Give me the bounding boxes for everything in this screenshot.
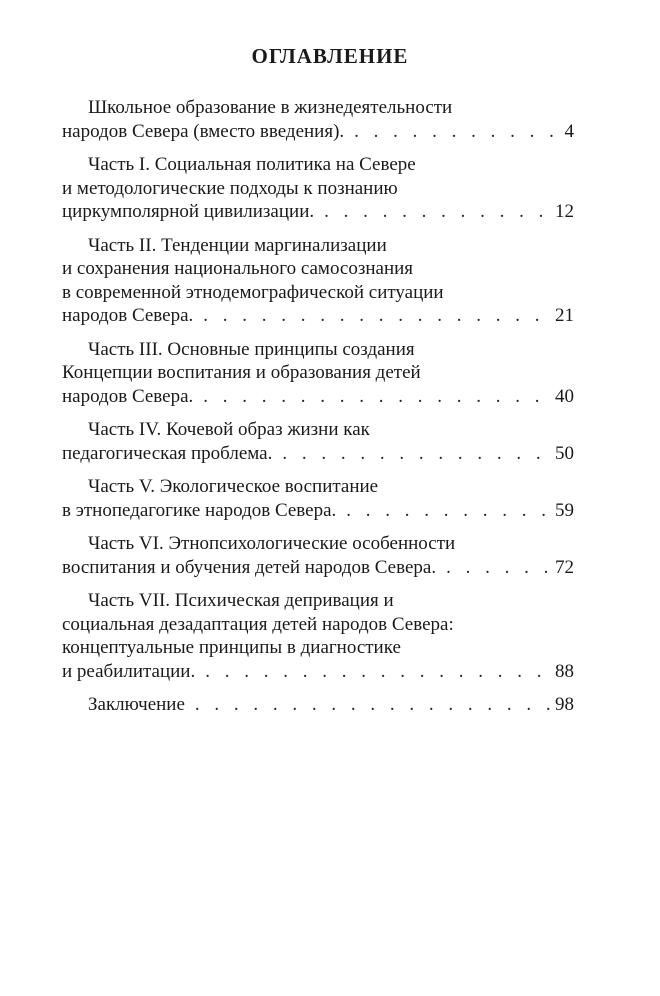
page-number: 4 <box>564 120 574 142</box>
toc-entry-text: народов Севера (вместо введения). <box>62 120 345 142</box>
page-number: 40 <box>555 385 574 407</box>
dot-leader <box>185 693 551 717</box>
toc-entry-part-2 <box>62 234 574 328</box>
page-number: 98 <box>555 694 574 715</box>
toc-entry-line: Часть II. Тенденции маргинализации <box>88 234 387 256</box>
toc-entry-last-line <box>62 200 574 224</box>
dot-leader <box>436 556 551 580</box>
toc-entry-line: Часть V. Экологическое воспитание <box>88 476 379 497</box>
toc-entry-text: воспитания и обучения детей народов Севера. <box>62 556 437 578</box>
toc-entry-introduction <box>62 96 574 143</box>
toc-entry-part-3 <box>62 338 574 409</box>
toc-entry-line: Концепции воспитания и образования детей <box>62 362 421 383</box>
toc-entry-text: Заключение <box>88 694 185 715</box>
toc-entry-text: народов Севера. <box>62 385 194 407</box>
toc-entry-line: и сохранения национального самосознания <box>62 258 414 279</box>
toc-entry-last-line <box>62 304 574 328</box>
toc-entry-part-5 <box>62 475 574 522</box>
page-number: 72 <box>555 556 574 578</box>
toc-entry-line: Часть VII. Психическая депривация и <box>88 590 394 611</box>
dot-leader <box>336 499 551 523</box>
toc-entry-last-line <box>62 442 574 466</box>
toc-entry-last-line <box>62 385 574 409</box>
dot-leader <box>344 120 560 144</box>
dot-leader <box>272 442 551 466</box>
page-number: 12 <box>555 201 574 222</box>
toc-entry-part-4 <box>62 418 574 465</box>
toc-entry-line: концептуальные принципы в диагностике <box>62 637 401 658</box>
page-title: ОГЛАВЛЕНИЕ <box>251 44 409 68</box>
dot-leader <box>314 200 551 224</box>
toc-entry-line: Часть IV. Кочевой образ жизни как <box>88 419 370 440</box>
dot-leader <box>193 304 551 328</box>
page-number: 59 <box>555 499 574 521</box>
toc-entry-text: народов Севера. <box>62 305 194 326</box>
page-number: 21 <box>555 305 574 326</box>
dot-leader <box>195 660 551 684</box>
toc-entry-line: Часть III. Основные принципы создания <box>88 338 415 360</box>
toc-entry-last-line <box>62 120 574 144</box>
toc-entry-text: в этнопедагогике народов Севера. <box>62 499 337 521</box>
toc-entry-conclusion <box>62 693 574 717</box>
toc-entry-last-line <box>62 499 574 523</box>
toc-entry-part-6 <box>62 532 574 579</box>
toc-entry-part-1 <box>62 153 574 224</box>
toc-entry-part-7 <box>62 589 574 683</box>
toc-entry-line: Школьное образование в жизнедеятельности <box>88 97 453 118</box>
page-number: 88 <box>555 660 574 682</box>
toc-entry-last-line <box>62 660 574 684</box>
toc-entry-line: социальная дезадаптация детей народов Севера: <box>62 613 454 635</box>
toc-entry-text: и реабилитации. <box>62 660 196 682</box>
toc-entry-line: в современной этнодемографической ситуации <box>62 281 444 303</box>
toc-entry-text: педагогическая проблема. <box>62 442 273 464</box>
toc-entry-last-line <box>62 556 574 580</box>
toc-entry-last-line <box>62 693 574 717</box>
dot-leader <box>193 385 551 409</box>
table-of-contents <box>62 96 574 727</box>
toc-entry-text: циркумполярной цивилизации. <box>62 201 315 222</box>
page-number: 50 <box>555 442 574 464</box>
toc-entry-line: Часть VI. Этнопсихологические особенности <box>88 533 456 554</box>
toc-entry-line: Часть I. Социальная политика на Севере <box>88 154 416 175</box>
toc-entry-line: и методологические подходы к познанию <box>62 177 398 199</box>
